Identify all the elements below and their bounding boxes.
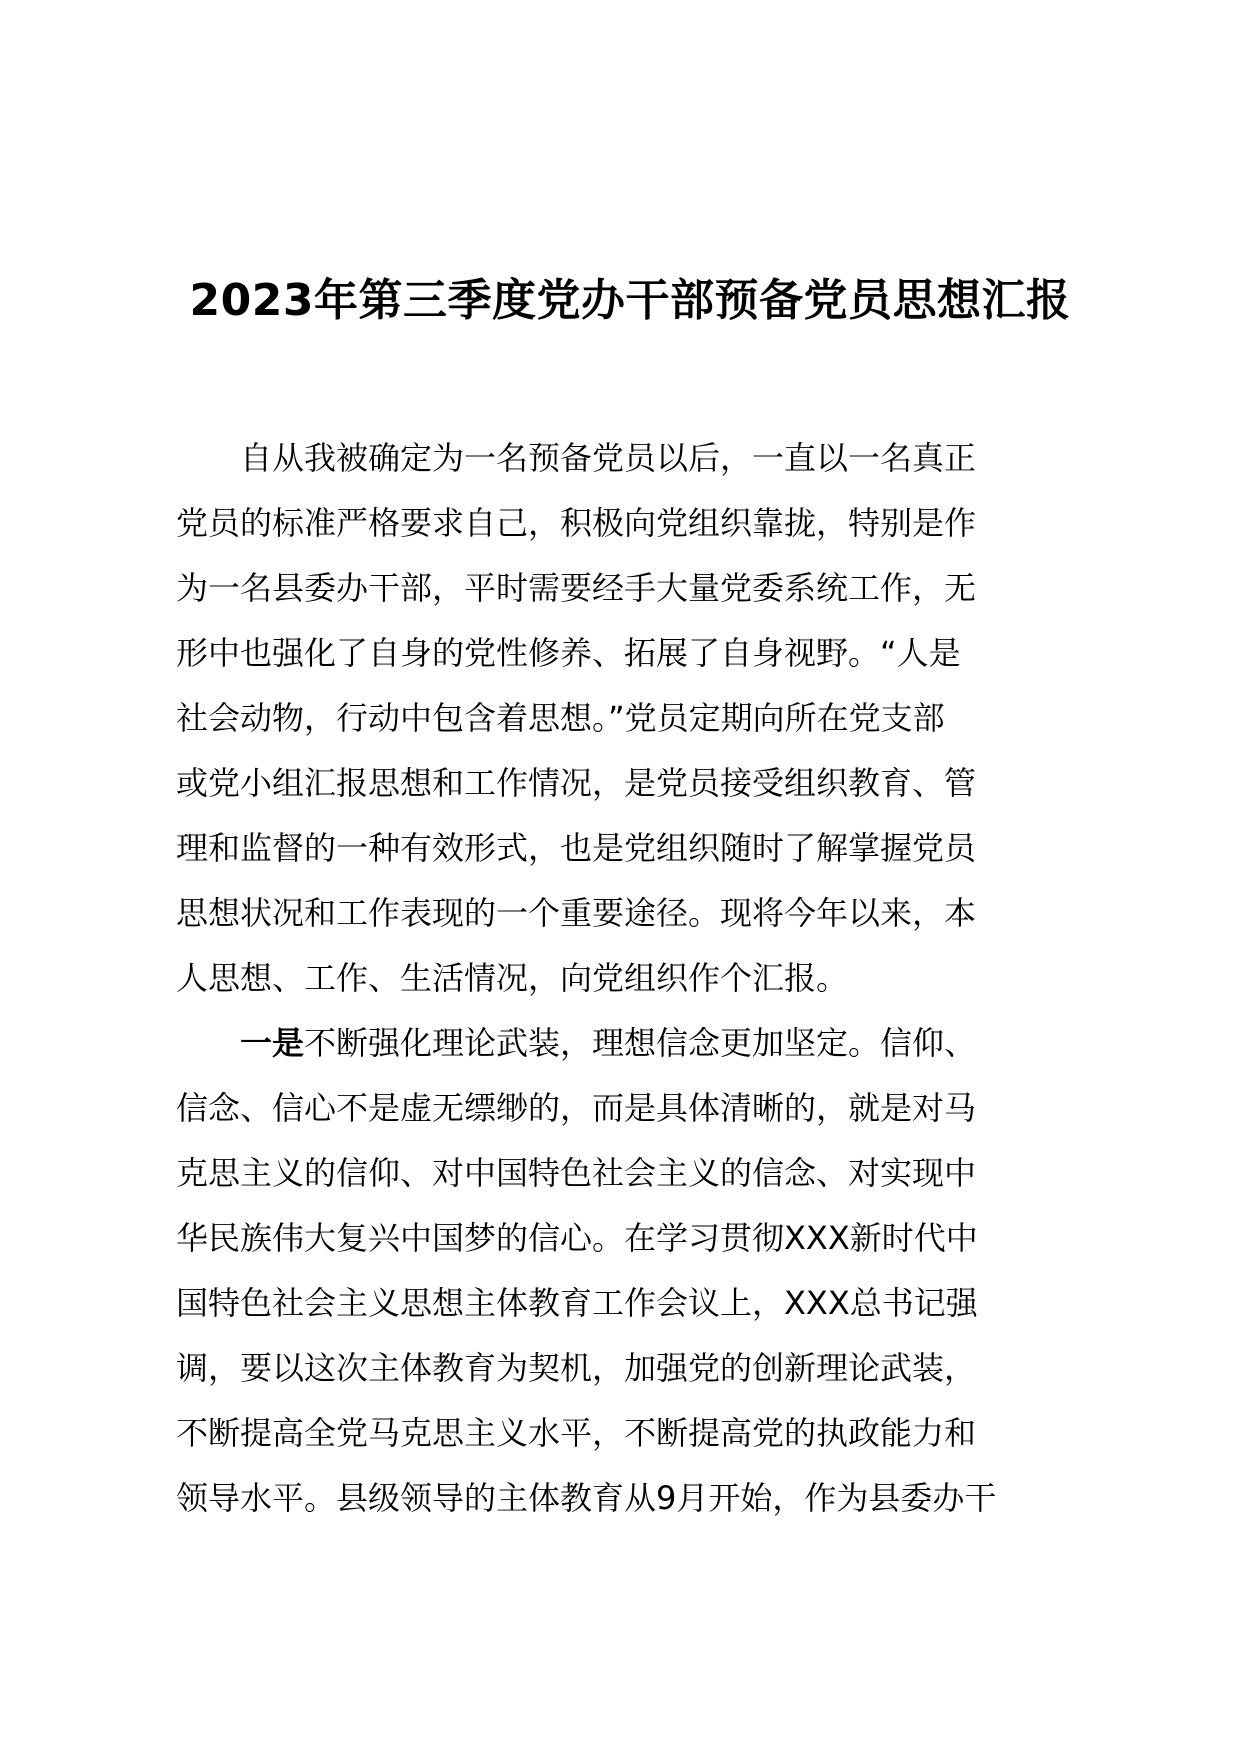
document-title-text: 2023年第三季度党办干部预备党员思想汇报 — [189, 275, 1071, 326]
paragraph-line-text: 不断强化理论武装，理想信念更加坚定。信仰、 — [304, 1024, 977, 1062]
document-title — [170, 268, 1090, 334]
paragraph-line: 克思主义的信仰、对中国特色社会主义的信念、对实现中 — [176, 1154, 977, 1192]
paragraph-line: 华民族伟大复兴中国梦的信心。在学习贯彻XXX新时代中 — [176, 1219, 978, 1257]
paragraph-line: 理和监督的一种有效形式，也是党组织随时了解掌握党员 — [176, 829, 977, 867]
paragraph-line: 思想状况和工作表现的一个重要途径。现将今年以来，本 — [176, 894, 977, 932]
paragraph-line: 不断提高全党马克思主义水平，不断提高党的执政能力和 — [176, 1414, 977, 1452]
paragraph-line: 党员的标准严格要求自己，积极向党组织靠拢，特别是作 — [176, 504, 977, 542]
paragraph-line: 为一名县委办干部，平时需要经手大量党委系统工作，无 — [176, 569, 977, 607]
document-body — [176, 426, 1106, 1531]
paragraph-line: 信念、信心不是虚无缥缈的，而是具体清晰的，就是对马 — [176, 1089, 977, 1127]
paragraph-line: 人思想、工作、生活情况，向党组织作个汇报。 — [176, 959, 849, 997]
paragraph-line: 社会动物，行动中包含着思想。”党员定期向所在党支部 — [176, 699, 945, 737]
paragraph-line: 形中也强化了自身的党性修养、拓展了自身视野。“人是 — [176, 634, 961, 672]
paragraph-line: 领导水平。县级领导的主体教育从9月开始，作为县委办干 — [176, 1479, 997, 1517]
paragraph-2 — [176, 1011, 1106, 1531]
paragraph-line — [176, 1011, 1106, 1076]
paragraph-line: 国特色社会主义思想主体教育工作会议上，XXX总书记强 — [176, 1284, 978, 1322]
paragraph-line: 自从我被确定为一名预备党员以后，一直以一名真正 — [240, 439, 977, 477]
paragraph-1 — [176, 426, 1106, 1011]
paragraph-line: 或党小组汇报思想和工作情况，是党员接受组织教育、管 — [176, 764, 977, 802]
paragraph-line: 调，要以这次主体教育为契机，加强党的创新理论武装， — [176, 1349, 977, 1387]
paragraph-lead: 一是 — [240, 1024, 305, 1062]
